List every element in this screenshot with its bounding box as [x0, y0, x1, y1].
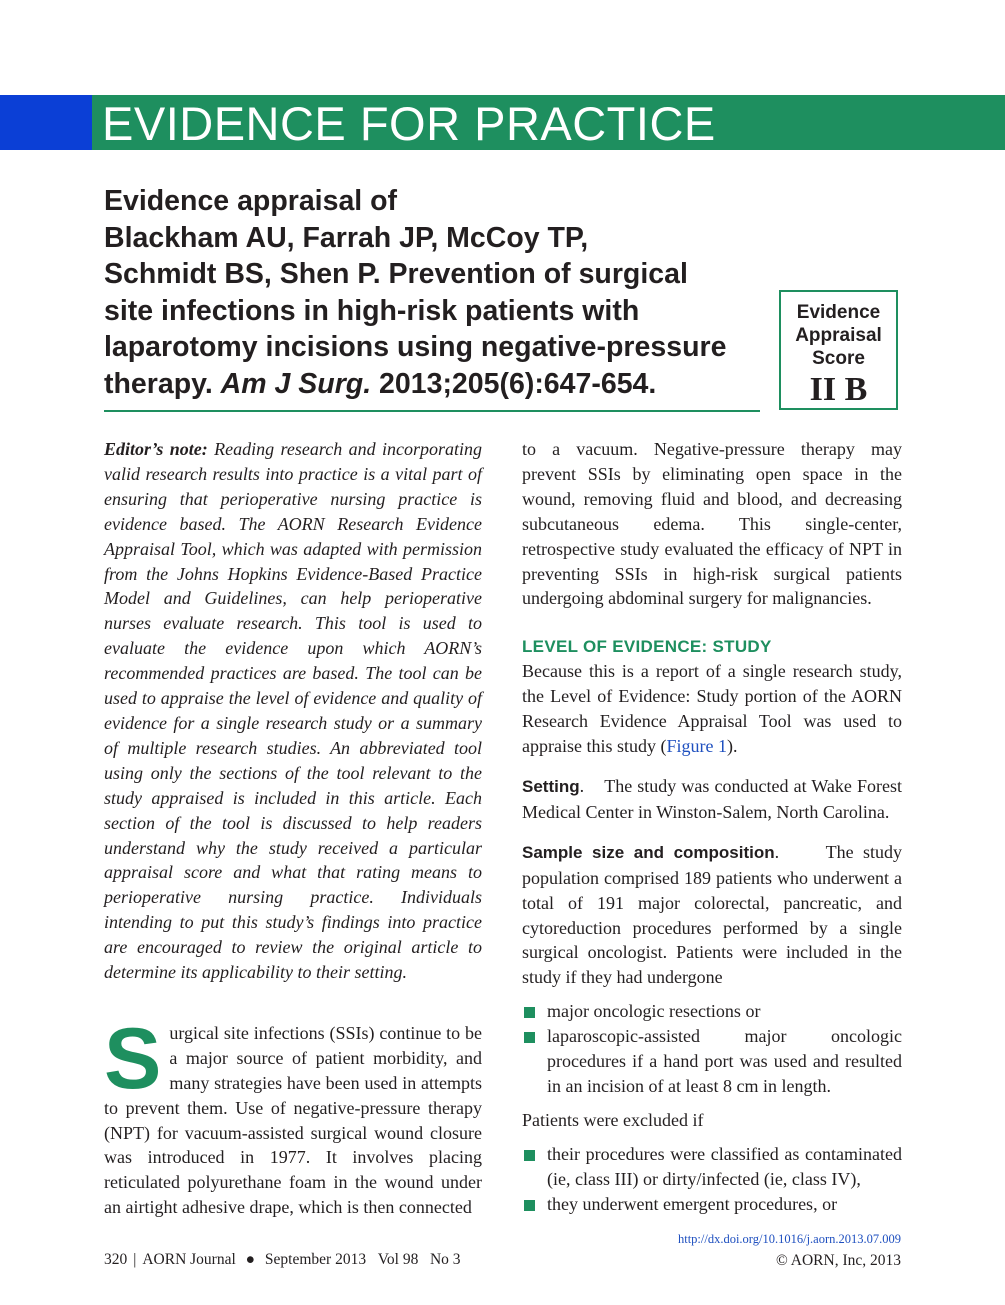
- headline-line-5: laparotomy incisions using negative-pressure: [104, 331, 727, 363]
- editors-note: [104, 437, 482, 985]
- headline-line-2: Blackham AU, Farrah JP, McCoy TP,: [104, 221, 589, 254]
- list-item: [522, 999, 902, 1024]
- level-text-pre: Because this is a report of a single research study, the Level of Evidence: Study portion of the AORN Research Evidence Appraisal Tool was used to appraise this study (: [522, 661, 902, 757]
- editors-note-text: Reading research and incorporating valid research results into practice is a vital part of ensuring that perioperative nursing practice is evidence based. The AORN Research Evidence Appraisal Tool, which was adapted with permission from the Johns Hopkins Evidence-Based Practice Model and Guidelines, can help perioperative nurses evaluate research. This tool is used to evaluate the evidence upon which AORN’s recommended practices are based. The tool can be used to appraise the level of evidence and quality of evidence for a single research study or a summary of multiple research studies. An abbreviated tool using only the sections of the tool relevant to the study appraised is included in this article. Each section of the tool is discussed to help readers understand why the study received a particular appraisal score and what that rating means to perioperative nursing practice. Individuals intending to put this study’s findings into practice are encouraged to review the original article to determine its applicability to their setting.: [104, 439, 482, 983]
- intro-text: urgical site infections (SSIs) continue to be a major source of patient morbidity, and many strategies have been used in attempts to prevent them. Use of negative-pressure therapy (NPT) for vacuum-assisted surgical wound closure was introduced in 1977. It involves placing reticulated polyurethane foam in the wound under an airtight adhesive drape, which is then connected: [104, 1022, 482, 1218]
- banner-title: EVIDENCE FOR PRACTICE: [102, 97, 716, 150]
- bullet-square-icon: [524, 1032, 535, 1043]
- footer-volume: Vol 98: [377, 1251, 419, 1268]
- score-label: [781, 301, 896, 370]
- drop-cap: S: [104, 1010, 162, 1107]
- footer-journal: AORN Journal: [142, 1251, 236, 1268]
- inclusion-item-text: major oncologic resections or: [547, 1001, 761, 1022]
- score-value: II B: [809, 371, 868, 408]
- list-item: [522, 1142, 902, 1192]
- section-banner: [0, 95, 1005, 150]
- sample-label: Sample size and composition: [522, 842, 775, 862]
- page-number: 320: [104, 1251, 128, 1268]
- headline-citation: 2013;205(6):647-654.: [371, 367, 657, 400]
- footer-date: September 2013: [264, 1251, 367, 1268]
- level-text-post: ).: [726, 736, 738, 757]
- footer-doi-block: [678, 1229, 901, 1271]
- headline-journal: Am J Surg.: [220, 367, 372, 400]
- headline-line-4: site infections in high-risk patients with: [104, 294, 640, 327]
- setting-paragraph: Setting. The study was conducted at Wake Forest Medical Center in Winston-Salem, North Carolina.: [522, 775, 902, 822]
- score-label-line-2: Appraisal: [795, 325, 882, 346]
- intro-continued: to a vacuum. Negative-pressure therapy may prevent SSIs by eliminating open space in the wound, removing fluid and blood, and decreasing subcutaneous edema. This single-center, retrospective study evaluated the efficacy of NPT in preventing SSIs in high-risk surgical patients undergoing abdominal surgery for malignancies.: [522, 439, 902, 609]
- headline-line-1: Evidence appraisal of: [104, 185, 398, 217]
- left-column: [104, 437, 482, 1220]
- headline-rule: [104, 410, 760, 412]
- exclusion-item-text: their procedures were classified as contaminated (ie, class III) or dirty/infected (ie, class IV),: [547, 1143, 902, 1189]
- sample-text: The study population comprised 189 patients who underwent a total of 191 major colorectal, pancreatic, and cytoreduction procedures performed by a single surgical oncologist. Patients were included in the study if they had undergone: [522, 841, 902, 988]
- level-of-evidence-text: [522, 659, 902, 759]
- bullet-square-icon: [524, 1150, 535, 1161]
- score-label-line-3: Score: [812, 348, 865, 369]
- footer-journal-info: 320 | AORN Journal ● September 2013 Vol 98 No 3: [104, 1251, 461, 1268]
- sample-paragraph: Sample size and composition. The study population comprised 189 patients who underwent a total of 191 major colorectal, pancreatic, and cytoreduction procedures performed by a single surgical oncologist. Patients were included in the study if they had undergone: [522, 841, 902, 988]
- doi-link[interactable]: http://dx.doi.org/10.1016/j.aorn.2013.07.009: [677, 1232, 901, 1246]
- exclusion-item-text: they underwent emergent procedures, or: [547, 1193, 838, 1214]
- copyright: © AORN, Inc, 2013: [775, 1252, 901, 1269]
- editors-note-label: Editor’s note:: [104, 439, 208, 459]
- evidence-score-box: [779, 290, 898, 410]
- setting-text: The study was conducted at Wake Forest Medical Center in Winston-Salem, North Carolina.: [522, 775, 902, 822]
- banner-blue-block: [0, 95, 92, 150]
- footer-issue: No 3: [429, 1251, 461, 1268]
- headline-line-3: Schmidt BS, Shen P. Prevention of surgical: [104, 258, 688, 290]
- level-of-evidence-heading: LEVEL OF EVIDENCE: STUDY: [522, 637, 772, 657]
- article-headline: [104, 183, 769, 402]
- exclusion-intro: Patients were excluded if: [522, 1109, 704, 1130]
- list-item: [522, 1192, 902, 1217]
- right-column: [522, 437, 902, 1216]
- exclusion-list: [522, 1142, 902, 1217]
- setting-label: Setting: [522, 776, 580, 796]
- bullet-square-icon: [524, 1007, 535, 1018]
- bullet-square-icon: [524, 1200, 535, 1211]
- list-item: [522, 1024, 902, 1099]
- inclusion-item-text: laparoscopic-assisted major oncologic procedures if a hand port was used and resulted in an incision of at least 8 cm in length.: [547, 1026, 902, 1096]
- intro-paragraph: [104, 1010, 482, 1220]
- inclusion-list: [522, 999, 902, 1099]
- figure-1-link[interactable]: Figure 1: [666, 736, 727, 757]
- headline-line-6: therapy.: [104, 367, 221, 400]
- score-label-line-1: Evidence: [796, 302, 881, 323]
